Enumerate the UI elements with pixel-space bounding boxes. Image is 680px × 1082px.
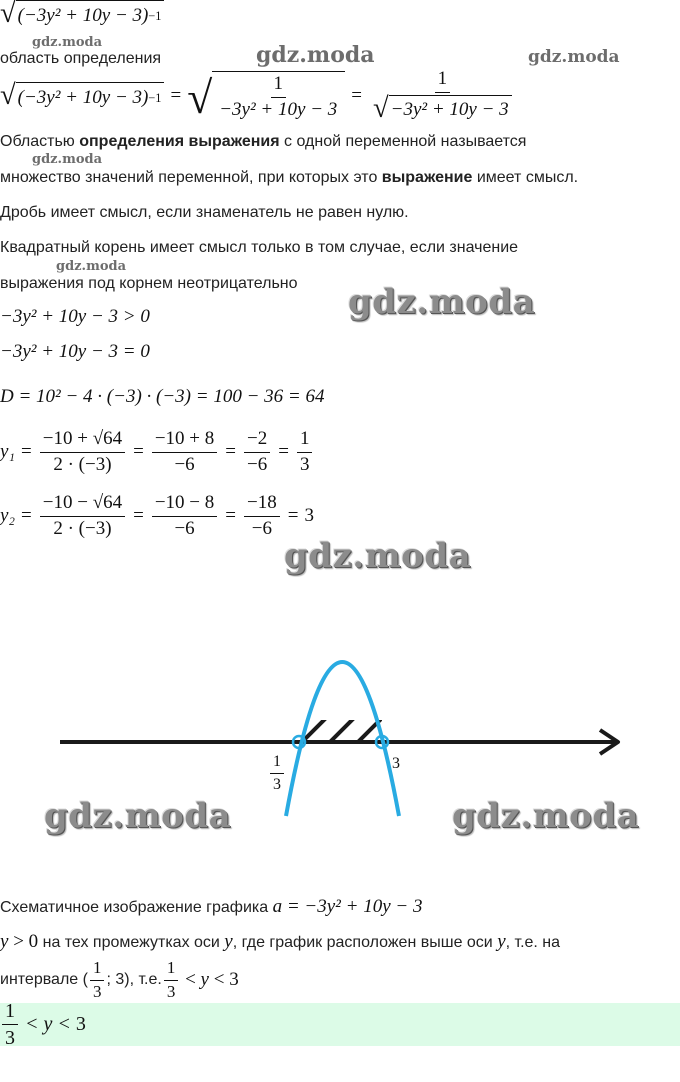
- hatch-region: [300, 714, 386, 744]
- watermark: gdz.moda: [452, 796, 640, 836]
- watermark: gdz.moda: [284, 536, 472, 576]
- definition-line-2: множество значений переменной, при которых это выражение имеет смысл.: [0, 169, 579, 186]
- definition-line-1: Областью определения выражения с одной переменной называется: [0, 133, 527, 150]
- watermark: gdz.moda: [56, 259, 127, 274]
- graph-caption: Схематичное изображение графика a = −3y² + 10y − 3: [0, 896, 423, 917]
- domain-transformation: √ (−3y² + 10y − 3) −1 = √ $\frac{1}{\text{−3y² + 10y − 3}}$ = 1 √ −3y² + 10y − 3: [0, 68, 517, 124]
- watermark: gdz.moda: [528, 47, 620, 67]
- expression-root: √ (−3y² + 10y − 3) −1: [0, 0, 164, 29]
- equation: −3y² + 10y − 3 = 0: [0, 341, 150, 362]
- sqrt-rule-line-1: Квадратный корень имеет смысл только в том случае, если значение: [0, 239, 519, 256]
- fraction-rule: Дробь имеет смысл, если знаменатель не равен нулю.: [0, 204, 409, 221]
- watermark: gdz.moda: [348, 282, 536, 322]
- inequality: −3y² + 10y − 3 > 0: [0, 306, 150, 327]
- watermark: gdz.moda: [44, 796, 232, 836]
- answer: $\frac{1}{3}$ < y < 3: [0, 1001, 86, 1047]
- sqrt-rule-line-2: выражения под корнем неотрицательно: [0, 275, 298, 292]
- watermark: gdz.moda: [256, 42, 375, 68]
- root-y1: y₁ = $\frac{-10 + √64}{2 \cdot (-3)}$ = $\frac{-10 + 8}{-6}$ = $\frac{-2}{-6}$ = $\frac{1}{3}$: [0, 424, 314, 480]
- answer-highlight: [0, 1003, 680, 1046]
- watermark: gdz.moda: [32, 35, 103, 50]
- root-y2: y₂ = $\frac{-10 - √64}{2 \cdot (-3)}$ = $\frac{-10 - 8}{-6}$ = $\frac{-18}{-6}$ = 3: [0, 491, 314, 539]
- expression-radicand: (−3y² + 10y − 3): [17, 4, 149, 26]
- watermark: gdz.moda: [32, 152, 103, 167]
- interval-line-2: интервале ( $\frac{1}{3}$ ; 3), т.е. $\frac{1}{3}$ < y < 3: [0, 957, 239, 1001]
- root-label-2: 3: [392, 755, 400, 772]
- domain-label: область определения: [0, 50, 162, 67]
- interval-line-1: y > 0 на тех промежутках оси y, где график расположен выше оси y, т.е. на: [0, 931, 561, 952]
- discriminant: D = 10² − 4 · (−3) · (−3) = 100 − 36 = 64: [0, 386, 325, 407]
- root-label-1: $\frac{1}{3}$: [268, 753, 286, 793]
